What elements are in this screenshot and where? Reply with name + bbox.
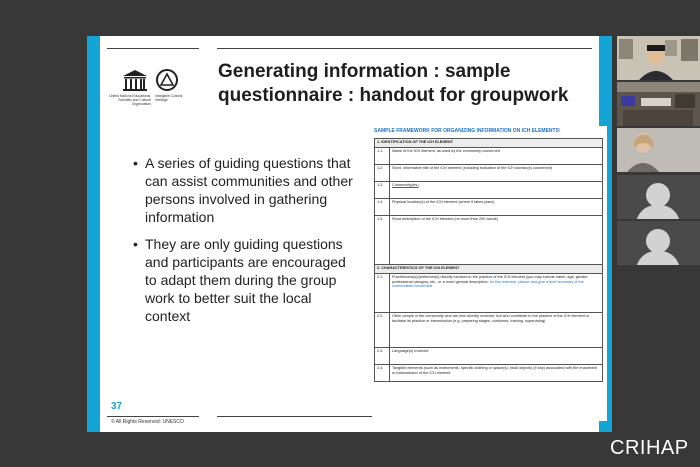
table-row (375, 139, 603, 148)
row-text-value: Practitioners(s)/performer(s) directly involved in the practice of the ICH element (you may include name, age, gender, professional category, etc., or a more general description: (392, 275, 589, 284)
participant-video-tile[interactable] (617, 128, 700, 172)
bullet-item: • A series of guiding questions that can assist communities and other persons involved in gathering information (133, 154, 355, 226)
top-rule-long (217, 48, 592, 49)
bullet-list (133, 154, 355, 329)
participant-video-image (617, 82, 700, 126)
row-number: 2.4. (375, 365, 390, 382)
participant-tile-no-video[interactable] (617, 175, 700, 219)
row-number: 2.2. (375, 313, 390, 348)
page-number: 37 (111, 401, 123, 412)
section-heading: 1. IDENTIFICATION OF THE ICH ELEMENT (375, 139, 603, 148)
unesco-ich-logo (109, 68, 189, 108)
row-text-value: Community(ies) (392, 183, 419, 187)
row-text: Physical location(s) of the ICH element (where it takes place) (390, 199, 603, 216)
row-text: Other people in the community who are less directly involved, but who contribute to the practice of the ICH element or facilitate its practice or transmission (e.g. preparing stages, costumes, training, supervising) (390, 313, 603, 348)
table-row (375, 148, 603, 165)
questionnaire-document (372, 126, 607, 421)
table-row (375, 182, 603, 199)
row-number: 1.2. (375, 165, 390, 182)
row-number: 1.4. (375, 199, 390, 216)
table-row (375, 274, 603, 313)
table-row (375, 165, 603, 182)
row-text: Short description of the ICH element (no more than 200 words) (390, 216, 603, 265)
row-number: 1.5. (375, 216, 390, 265)
row-number: 2.1. (375, 274, 390, 313)
bullet-item: • They are only guiding questions and participants are encouraged to adapt them during the group work to better suit the local context (133, 235, 355, 325)
table-row (375, 365, 603, 382)
questionnaire-table (374, 138, 603, 382)
document-heading: SAMPLE FRAMEWORK FOR ORGANIZING INFORMATION ON ICH ELEMENTS¹ (374, 128, 561, 134)
unesco-temple-icon (121, 68, 181, 94)
row-number: 1.3. (375, 182, 390, 199)
participant-video-image (617, 128, 700, 172)
participant-video-image (617, 36, 700, 80)
table-row (375, 348, 603, 365)
row-number: 2.3. (375, 348, 390, 365)
avatar-body (636, 205, 680, 219)
avatar-head (646, 229, 670, 253)
row-text (390, 182, 603, 199)
row-text: Tangible elements (such as instruments, specific clothing or space(s), ritual objects) (if any) associated with the enactment or transmission of the ICH element (390, 365, 603, 382)
ich-caption: Intangible Cultural Heritage (155, 94, 183, 102)
row-text: Short, informative title of the ICH element (including indication of the ICH domain(s) concerned) (390, 165, 603, 182)
table-row (375, 216, 603, 265)
table-row (375, 199, 603, 216)
row-blue-note: for this exercise, please and give a brief summary of the communities concerned (392, 279, 584, 289)
table-row (375, 313, 603, 348)
section-heading: 2. CHARACTERISTICS OF THE ICH ELEMENT (375, 265, 603, 274)
row-text (390, 274, 603, 313)
copyright-notice: © All Rights Reserved: UNESCO (111, 419, 184, 425)
bottom-rule-short (107, 416, 199, 417)
table-row (375, 265, 603, 274)
row-text: Language(s) involved (390, 348, 603, 365)
row-number: 1.1. (375, 148, 390, 165)
participant-tile-no-video[interactable] (617, 221, 700, 265)
crihap-watermark: CRIHAP (610, 437, 689, 459)
slide-title: Generating information : sample questionnaire : handout for groupwork (218, 61, 569, 106)
top-rule-short (107, 48, 199, 49)
participant-sidebar (617, 36, 700, 266)
avatar-body (636, 251, 680, 265)
row-text: Name of the ICH element, as used by the community concerned (390, 148, 603, 165)
participant-video-tile[interactable] (617, 36, 700, 80)
participant-video-tile[interactable] (617, 82, 700, 126)
unesco-caption: United Nations Educational, Scientific and Cultural Organization (109, 94, 151, 106)
slide (87, 36, 612, 432)
slide-left-accent-bar (87, 36, 100, 432)
avatar-head (646, 183, 670, 207)
